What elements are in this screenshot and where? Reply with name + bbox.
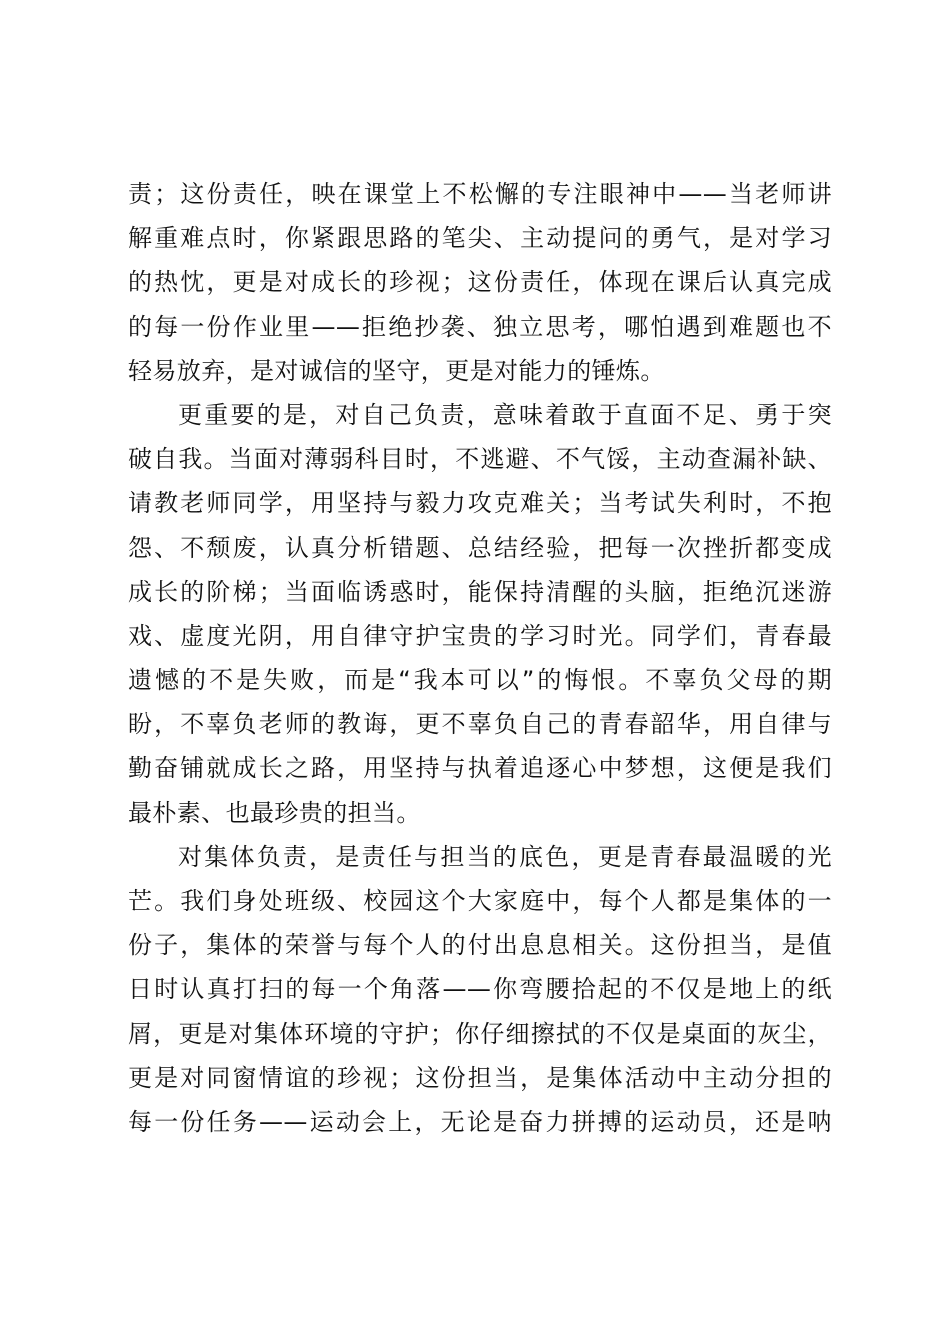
text-line: 盼，不辜负老师的教诲，更不辜负自己的青春韶华，用自律与 <box>128 710 832 739</box>
text-line: 的热忱，更是对成长的珍视；这份责任，体现在课后认真完成 <box>128 268 832 297</box>
text-line: 每一份任务——运动会上，无论是奋力拼搏的运动员，还是呐 <box>128 1107 832 1136</box>
text-line: 戏、虚度光阴，用自律守护宝贵的学习时光。同学们，青春最 <box>128 621 832 650</box>
paragraph-2 <box>128 393 832 835</box>
paragraph-3 <box>128 835 832 1144</box>
text-line: 轻易放弃，是对诚信的坚守，更是对能力的锤炼。 <box>128 356 665 385</box>
text-line: 对集体负责，是责任与担当的底色，更是青春最温暖的光 <box>178 842 832 871</box>
document-body <box>128 172 832 1144</box>
text-line: 责；这份责任，映在课堂上不松懈的专注眼神中——当老师讲 <box>128 180 832 208</box>
text-line: 最朴素、也最珍贵的担当。 <box>128 798 421 827</box>
text-line: 勤奋铺就成长之路，用坚持与执着追逐心中梦想，这便是我们 <box>128 754 832 783</box>
text-line: 成长的阶梯；当面临诱惑时，能保持清醒的头脑，拒绝沉迷游 <box>128 577 832 606</box>
text-line: 解重难点时，你紧跟思路的笔尖、主动提问的勇气，是对学习 <box>128 224 832 253</box>
text-line: 怨、不颓废，认真分析错题、总结经验，把每一次挫折都变成 <box>128 533 832 562</box>
text-line: 日时认真打扫的每一个角落——你弯腰拾起的不仅是地上的纸 <box>128 975 832 1004</box>
text-line: 的每一份作业里——拒绝抄袭、独立思考，哪怕遇到难题也不 <box>128 312 832 341</box>
text-line: 破自我。当面对薄弱科目时，不逃避、不气馁，主动查漏补缺、 <box>128 445 832 474</box>
text-line: 遗憾的不是失败，而是“我本可以”的悔恨。不辜负父母的期 <box>128 666 832 695</box>
text-line: 屑，更是对集体环境的守护；你仔细擦拭的不仅是桌面的灰尘， <box>128 1019 832 1048</box>
text-line: 更重要的是，对自己负责，意味着敢于直面不足、勇于突 <box>178 400 832 429</box>
paragraph-1 <box>128 172 832 393</box>
text-line: 请教老师同学，用坚持与毅力攻克难关；当考试失利时，不抱 <box>128 489 832 518</box>
text-line: 份子，集体的荣誉与每个人的付出息息相关。这份担当，是值 <box>128 931 832 960</box>
text-line: 更是对同窗情谊的珍视；这份担当，是集体活动中主动分担的 <box>128 1063 832 1092</box>
text-line: 芒。我们身处班级、校园这个大家庭中，每个人都是集体的一 <box>128 887 832 915</box>
